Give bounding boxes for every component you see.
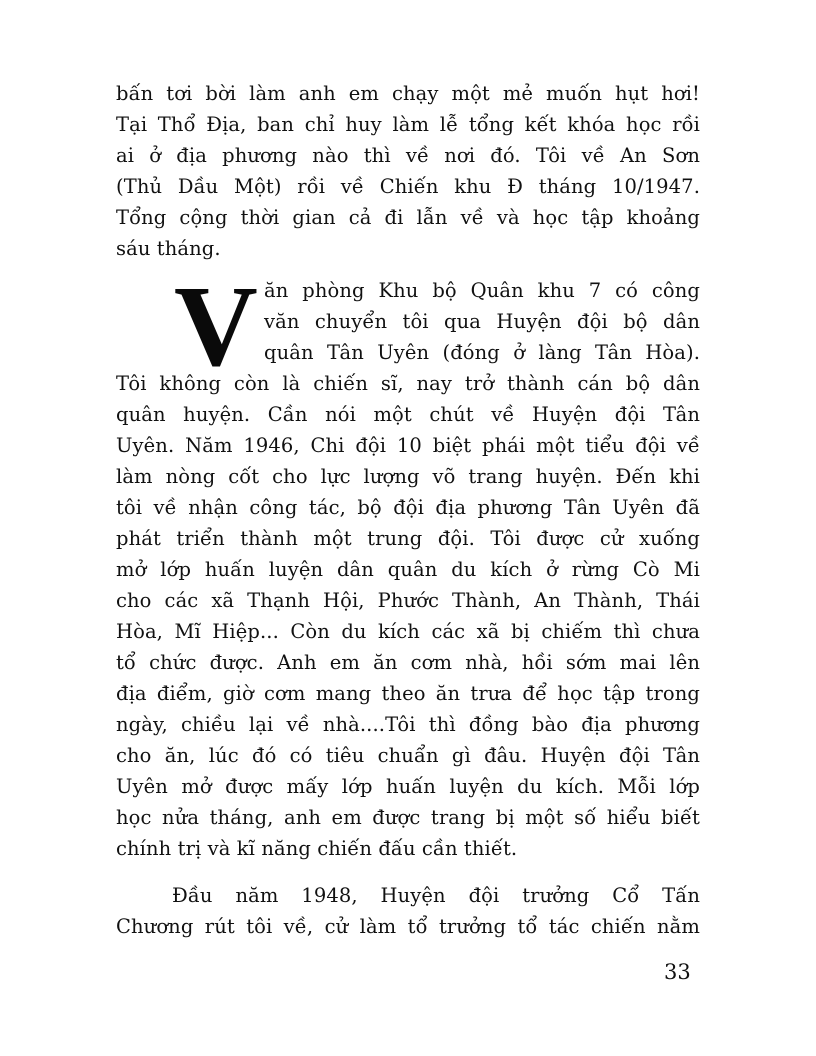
text-line: ăn phòng Khu bộ Quân khu 7 có công bbox=[264, 279, 700, 302]
text-line: địa điểm, giờ cơm mang theo ăn trưa để học tập trong bbox=[116, 682, 700, 705]
text-line: quân Tân Uyên (đóng ở làng Tân Hòa). bbox=[264, 341, 700, 364]
text-line: làm nòng cốt cho lực lượng võ trang huyện. Đến khi bbox=[116, 465, 700, 488]
text-line: (Thủ Dầu Một) rồi về Chiến khu Đ tháng 10/1947. bbox=[116, 175, 700, 198]
paragraph-3 bbox=[116, 880, 700, 942]
text-line: văn chuyển tôi qua Huyện đội bộ dân bbox=[264, 310, 700, 333]
text-line: cho ăn, lúc đó có tiêu chuẩn gì đâu. Huyện đội Tân bbox=[116, 744, 700, 767]
paragraph-1 bbox=[116, 78, 700, 264]
text-line: ai ở địa phương nào thì về nơi đó. Tôi về An Sơn bbox=[116, 144, 700, 167]
text-line: tổ chức được. Anh em ăn cơm nhà, hồi sớm mai lên bbox=[116, 651, 700, 674]
page-number: 33 bbox=[664, 960, 691, 984]
text-line: Tổng cộng thời gian cả đi lẫn về và học tập khoảng bbox=[116, 206, 700, 229]
text-line: quân huyện. Cần nói một chút về Huyện đội Tân bbox=[116, 403, 700, 426]
text-line: cho các xã Thạnh Hội, Phước Thành, An Thành, Thái bbox=[116, 589, 700, 612]
text-line: Đầu năm 1948, Huyện đội trưởng Cổ Tấn bbox=[172, 884, 700, 907]
drop-cap: V bbox=[174, 263, 258, 391]
paragraph-2 bbox=[116, 263, 700, 864]
text-line: ngày, chiều lại về nhà....Tôi thì đồng bào địa phương bbox=[116, 713, 700, 736]
text-line: Tôi không còn là chiến sĩ, nay trở thành cán bộ dân bbox=[116, 372, 700, 395]
text-line: học nửa tháng, anh em được trang bị một số hiểu biết bbox=[116, 806, 700, 829]
text-line: tôi về nhận công tác, bộ đội địa phương Tân Uyên đã bbox=[116, 496, 700, 519]
text-line: mở lớp huấn luyện dân quân du kích ở rừng Cò Mi bbox=[116, 558, 700, 581]
text-line: Tại Thổ Địa, ban chỉ huy làm lễ tổng kết khóa học rồi bbox=[116, 113, 700, 136]
text-line: phát triển thành một trung đội. Tôi được cử xuống bbox=[116, 527, 700, 550]
text-line: Uyên. Năm 1946, Chi đội 10 biệt phái một tiểu đội về bbox=[116, 434, 700, 457]
text-line: Uyên mở được mấy lớp huấn luyện du kích. Mỗi lớp bbox=[116, 775, 700, 798]
text-line: bấn tơi bời làm anh em chạy một mẻ muốn hụt hơi! bbox=[116, 82, 700, 105]
text-line: sáu tháng. bbox=[116, 237, 221, 260]
text-line: Hòa, Mĩ Hiệp... Còn du kích các xã bị chiếm thì chưa bbox=[116, 620, 700, 643]
text-line: Chương rút tôi về, cử làm tổ trưởng tổ tác chiến nằm bbox=[116, 915, 700, 938]
text-line: chính trị và kĩ năng chiến đấu cần thiết. bbox=[116, 837, 518, 860]
